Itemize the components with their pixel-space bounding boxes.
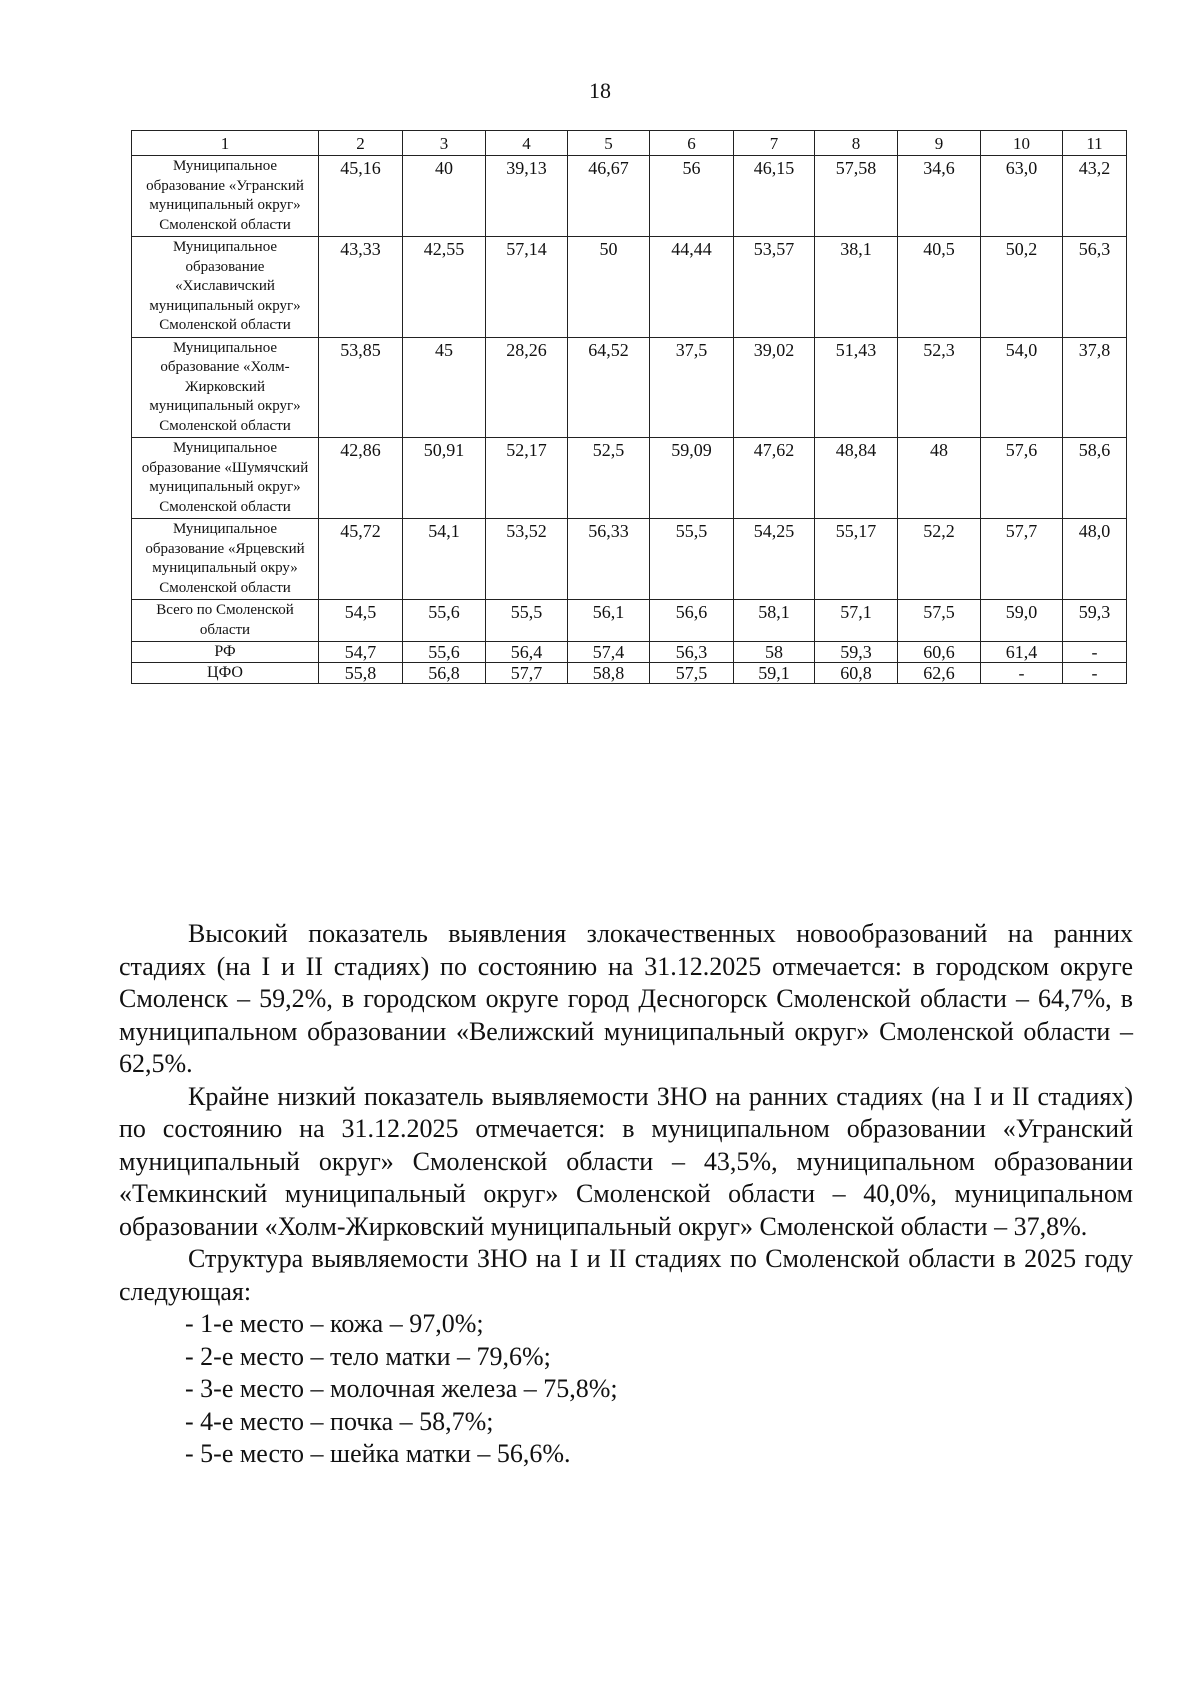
list-item: - 1-е место – кожа – 97,0%; (185, 1309, 484, 1338)
table-cell: 59,09 (650, 438, 734, 519)
row-label: РФ (132, 642, 319, 663)
column-header: 8 (815, 131, 898, 156)
table-cell: 57,7 (981, 519, 1063, 600)
row-label: Всего по Смоленской области (132, 600, 319, 642)
table-cell: 47,62 (734, 438, 815, 519)
table-cell: 54,5 (319, 600, 403, 642)
table-cell: 58,1 (734, 600, 815, 642)
table-cell: 56,4 (486, 642, 568, 663)
column-header: 3 (403, 131, 486, 156)
table-cell: 59,3 (815, 642, 898, 663)
page-number: 18 (589, 78, 611, 103)
row-label: Муниципальное образование «Холм-Жирковский муниципальный округ» Смоленской области (132, 337, 319, 438)
table-row-total (132, 600, 1127, 642)
table-cell: 56,33 (568, 519, 650, 600)
table-cell: 46,67 (568, 156, 650, 237)
paragraph-high-detection: Высокий показатель выявления злокачественных новообразований на ранних стадиях (на I и II стадиях) по состоянию на 31.12.2025 отмечается: в городском округе Смоленск – 59,2%, в городском округе город Десногорск Смоленской области – 64,7%, в муниципальном образовании «Велижский муниципальный округ» Смоленской области – 62,5%. (119, 919, 1133, 1078)
table-cell: 58 (734, 642, 815, 663)
column-header: 5 (568, 131, 650, 156)
table-cell: - (1063, 642, 1127, 663)
table-cell: 39,13 (486, 156, 568, 237)
table-cell: 63,0 (981, 156, 1063, 237)
table-cell: 44,44 (650, 237, 734, 338)
table-cell: 40,5 (898, 237, 981, 338)
column-header: 4 (486, 131, 568, 156)
table-cell: 55,5 (486, 600, 568, 642)
table-cell: 58,8 (568, 663, 650, 684)
table-row (132, 337, 1127, 438)
table-cell: 50,2 (981, 237, 1063, 338)
table-cell: 59,1 (734, 663, 815, 684)
table-cell: 52,5 (568, 438, 650, 519)
table-cell: 43,33 (319, 237, 403, 338)
table-cell: 60,8 (815, 663, 898, 684)
column-header: 7 (734, 131, 815, 156)
table-cell: 56,3 (650, 642, 734, 663)
row-label: Муниципальное образование «Шумячский муниципальный округ» Смоленской области (132, 438, 319, 519)
table-cell: 59,3 (1063, 600, 1127, 642)
statistics-table (131, 130, 1127, 684)
table-cell: 55,8 (319, 663, 403, 684)
table-cell: 56,8 (403, 663, 486, 684)
row-label: ЦФО (132, 663, 319, 684)
table-cell: 28,26 (486, 337, 568, 438)
table-cell: 52,17 (486, 438, 568, 519)
table-cell: 57,5 (650, 663, 734, 684)
table-body (132, 156, 1127, 684)
table-cell: 60,6 (898, 642, 981, 663)
table-row (132, 438, 1127, 519)
table-cell: 64,52 (568, 337, 650, 438)
table-cell: 42,86 (319, 438, 403, 519)
table-cell: 40 (403, 156, 486, 237)
table-cell: 43,2 (1063, 156, 1127, 237)
table-cell: 48,84 (815, 438, 898, 519)
table-row-cfo (132, 663, 1127, 684)
body-text (119, 918, 1133, 1471)
table-cell: 55,17 (815, 519, 898, 600)
column-header: 11 (1063, 131, 1127, 156)
table-cell: 48 (898, 438, 981, 519)
table-row (132, 237, 1127, 338)
table-cell: 53,52 (486, 519, 568, 600)
table-cell: 56 (650, 156, 734, 237)
table-cell: 52,3 (898, 337, 981, 438)
paragraph-low-detection: Крайне низкий показатель выявляемости ЗНО на ранних стадиях (на I и II стадиях) по состоянию на 31.12.2025 отмечается: в муниципальном образовании «Угранский муниципальный округ» Смоленской области – 43,5%, муниципальном образовании «Темкинский муниципальный округ» Смоленской области – 40,0%, муниципальном образовании «Холм-Жирковский муниципальный округ» Смоленской области – 37,8%. (119, 1081, 1133, 1241)
table-cell: 42,55 (403, 237, 486, 338)
table-cell: 55,6 (403, 642, 486, 663)
table-cell: 62,6 (898, 663, 981, 684)
column-header: 9 (898, 131, 981, 156)
table-cell: 54,25 (734, 519, 815, 600)
table-row-rf (132, 642, 1127, 663)
table-cell: 59,0 (981, 600, 1063, 642)
table-cell: 55,5 (650, 519, 734, 600)
table-cell: 34,6 (898, 156, 981, 237)
list-item: - 5-е место – шейка матки – 56,6%. (185, 1439, 571, 1468)
row-label: Муниципальное образование «Угранский муниципальный округ» Смоленской области (132, 156, 319, 237)
table-cell: 45,72 (319, 519, 403, 600)
table-cell: 45,16 (319, 156, 403, 237)
column-header: 2 (319, 131, 403, 156)
table-cell: 37,8 (1063, 337, 1127, 438)
table-cell: 50,91 (403, 438, 486, 519)
table-cell: 54,1 (403, 519, 486, 600)
table-cell: 46,15 (734, 156, 815, 237)
table-cell: 56,6 (650, 600, 734, 642)
table-cell: 52,2 (898, 519, 981, 600)
paragraph-structure: Структура выявляемости ЗНО на I и II стадиях по Смоленской области в 2025 году следующая: (119, 1244, 1133, 1306)
table-cell: 57,7 (486, 663, 568, 684)
table-cell: 53,57 (734, 237, 815, 338)
table-header-row (132, 131, 1127, 156)
table-cell: 57,58 (815, 156, 898, 237)
table-cell: 51,43 (815, 337, 898, 438)
table-header (132, 131, 1127, 156)
list-item: - 4-е место – почка – 58,7%; (185, 1406, 494, 1436)
table-cell: 57,5 (898, 600, 981, 642)
table-cell: 58,6 (1063, 438, 1127, 519)
table-cell: 53,85 (319, 337, 403, 438)
table-cell: 54,0 (981, 337, 1063, 438)
table-cell: 57,6 (981, 438, 1063, 519)
table-cell: - (1063, 663, 1127, 684)
column-header: 1 (132, 131, 319, 156)
column-header: 6 (650, 131, 734, 156)
row-label: Муниципальное образование «Ярцевский муниципальный окру» Смоленской области (132, 519, 319, 600)
table-cell: 57,1 (815, 600, 898, 642)
list-item: - 3-е место – молочная железа – 75,8%; (185, 1374, 618, 1403)
table-cell: 57,4 (568, 642, 650, 663)
table-cell: 50 (568, 237, 650, 338)
table-cell: 56,3 (1063, 237, 1127, 338)
list-item: - 2-е место – тело матки – 79,6%; (185, 1341, 551, 1371)
table-row (132, 519, 1127, 600)
table-row (132, 156, 1127, 237)
ranking-list (119, 1308, 1133, 1471)
table-cell: 54,7 (319, 642, 403, 663)
table-cell: 61,4 (981, 642, 1063, 663)
table-cell: - (981, 663, 1063, 684)
row-label: Муниципальное образование «Хиславичский муниципальный округ» Смоленской области (132, 237, 319, 338)
table-cell: 45 (403, 337, 486, 438)
table-cell: 55,6 (403, 600, 486, 642)
table-cell: 57,14 (486, 237, 568, 338)
table-cell: 56,1 (568, 600, 650, 642)
table-cell: 37,5 (650, 337, 734, 438)
table-cell: 39,02 (734, 337, 815, 438)
column-header: 10 (981, 131, 1063, 156)
table-cell: 48,0 (1063, 519, 1127, 600)
table-cell: 38,1 (815, 237, 898, 338)
